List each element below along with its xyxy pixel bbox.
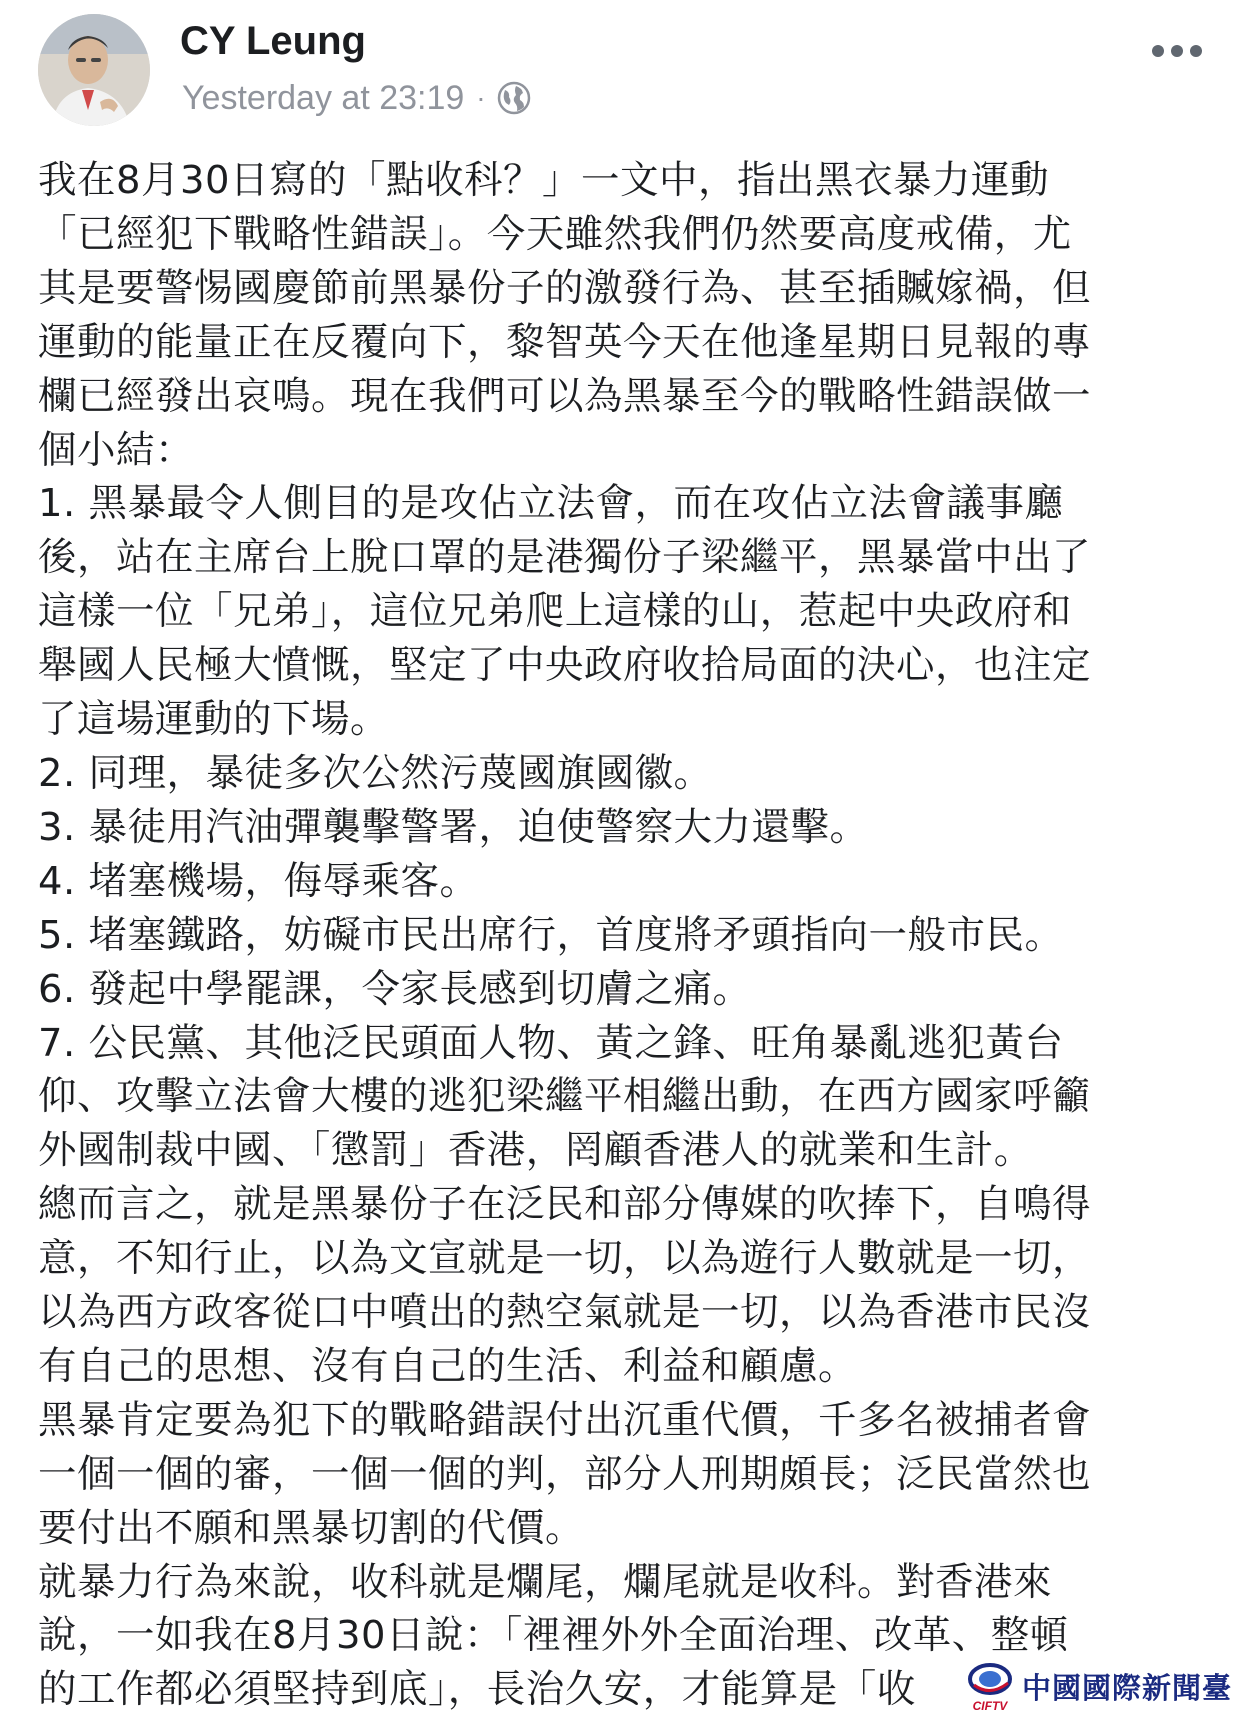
post-line: 要付出不願和黑暴切割的代價。 [38, 1505, 585, 1551]
globe-icon [496, 80, 532, 116]
cgtn-logo-icon [962, 1661, 1018, 1711]
post-line: 有自己的思想、沒有自己的生活、利益和顧慮。 [38, 1343, 858, 1389]
watermark-channel-name: 中國國際新聞臺 [1021, 1670, 1232, 1705]
post-timestamp[interactable]: Yesterday at 23:19 [182, 78, 465, 117]
channel-watermark [960, 1659, 1238, 1713]
avatar[interactable] [38, 14, 150, 126]
post-line: 黑暴肯定要為犯下的戰略錯誤付出沉重代價，千多名被捕者會 [38, 1397, 1092, 1443]
post-line: 欄已經發出哀鳴。現在我們可以為黑暴至今的戰略性錯誤做一 [38, 373, 1092, 419]
post-meta [182, 76, 532, 120]
meta-separator: · [476, 82, 486, 113]
post-line: 以為西方政客從口中噴出的熱空氣就是一切，以為香港市民沒 [38, 1290, 1092, 1336]
post-line: 個小結： [38, 427, 195, 473]
post-author-name[interactable]: CY Leung [180, 19, 366, 63]
post-line: 的工作都必須堅持到底」，長治久安，才能算是「收 [38, 1667, 916, 1713]
post-line: 後，站在主席台上脫口罩的是港獨份子梁繼平，黑暴當中出了 [38, 535, 1092, 581]
watermark-logo-text: CIFTV [972, 1699, 1008, 1713]
post-line: 我在8月30日寫的「點收科？」一文中，指出黑衣暴力運動 [38, 158, 1049, 203]
more-dot [1171, 45, 1183, 57]
post-line: 6. 發起中學罷課，令家長感到切膚之痛。 [38, 966, 752, 1012]
post-line: 運動的能量正在反覆向下，黎智英今天在他逢星期日見報的專 [38, 319, 1092, 365]
post-line: 總而言之，就是黑暴份子在泛民和部分傳媒的吹捧下，自鳴得 [38, 1182, 1092, 1228]
post-line: 舉國人民極大憤慨，堅定了中央政府收拾局面的決心，也注定 [38, 643, 1092, 689]
post-line: 就暴力行為來說，收科就是爛尾，爛尾就是收科。對香港來 [38, 1559, 1053, 1605]
post-line: 「已經犯下戰略性錯誤」。今天雖然我們仍然要高度戒備，尤 [38, 211, 1072, 257]
post-line: 這樣一位「兄弟」，這位兄弟爬上這樣的山，惹起中央政府和 [38, 589, 1072, 635]
more-options-icon[interactable] [1152, 42, 1202, 60]
post-line: 1. 黑暴最令人側目的是攻佔立法會，而在攻佔立法會議事廳 [38, 481, 1064, 527]
more-dot [1190, 45, 1202, 57]
post-line: 了這場運動的下場。 [38, 697, 390, 743]
post-header [0, 0, 1242, 130]
post-line: 2. 同理，暴徒多次公然污蔑國旗國徽。 [38, 750, 713, 796]
post-text [38, 154, 1204, 1717]
post-line: 7. 公民黨、其他泛民頭面人物、黃之鋒、旺角暴亂逃犯黃台 [38, 1020, 1064, 1066]
post-line: 其是要警惕國慶節前黑暴份子的激發行為、甚至插贓嫁禍，但 [38, 265, 1092, 311]
post-line: 意，不知行止，以為文宣就是一切，以為遊行人數就是一切， [38, 1236, 1092, 1282]
post-line: 4. 堵塞機場，侮辱乘客。 [38, 858, 479, 904]
post-line: 說，一如我在8月30日說：「裡裡外外全面治理、改革、整頓 [38, 1613, 1069, 1659]
post-line: 仰、攻擊立法會大樓的逃犯梁繼平相繼出動，在西方國家呼籲 [38, 1074, 1092, 1120]
post-line: 外國制裁中國、「懲罰」香港，罔顧香港人的就業和生計。 [38, 1128, 1033, 1174]
post-line: 一個一個的審，一個一個的判，部分人刑期頗長；泛民當然也 [38, 1451, 1092, 1497]
more-dot [1152, 45, 1164, 57]
profile-photo [38, 14, 150, 126]
post-line: 5. 堵塞鐵路，妨礙市民出席行，首度將矛頭指向一般市民。 [38, 912, 1064, 958]
logo-swirl-icon [962, 1661, 1018, 1701]
post-line: 3. 暴徒用汽油彈襲擊警署，迫使警察大力還擊。 [38, 804, 869, 850]
